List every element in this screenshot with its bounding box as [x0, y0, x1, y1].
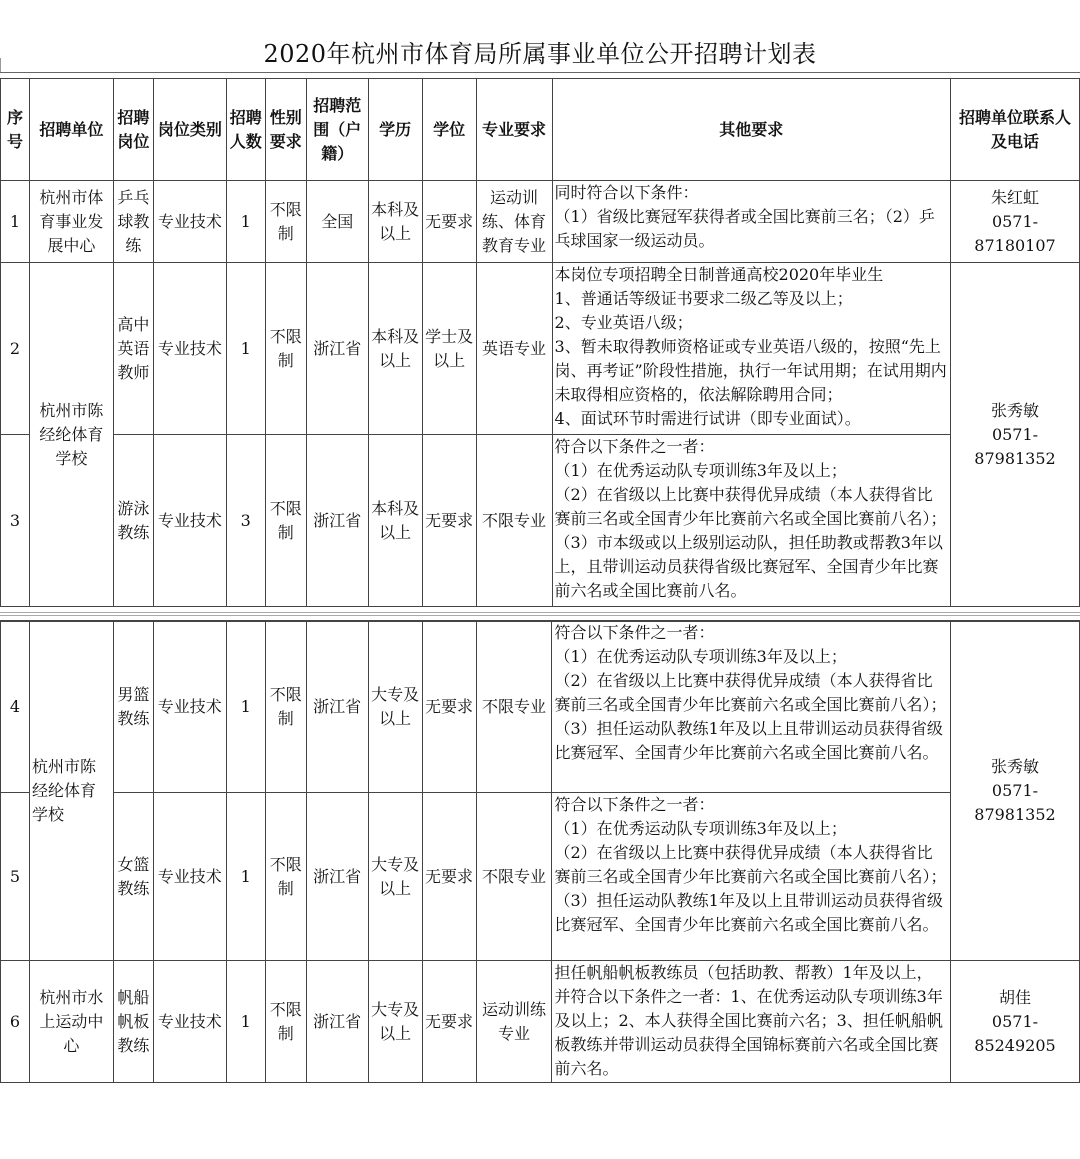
req-line: （3）担任运动队教练1年及以上且带训运动员获得省级比赛冠军、全国青少年比赛前六名或全国比赛前八名。: [554, 891, 943, 934]
cell-scope: 浙江省: [306, 621, 368, 793]
contact-phone: 0571-85249205: [974, 1011, 1056, 1055]
cell-seq: 1: [1, 181, 30, 263]
req-line: （1）省级比赛冠军获得者或全国比赛前三名；（2）乒乓球国家一级运动员。: [554, 207, 935, 250]
header-post: 招聘岗位: [113, 79, 153, 181]
header-category: 岗位类别: [153, 79, 226, 181]
cell-education: 大专及以上: [368, 961, 422, 1083]
cell-post: 高中英语教师: [113, 263, 153, 435]
cell-degree: 无要求: [422, 961, 476, 1083]
cell-major: 不限专业: [476, 435, 552, 607]
cell-other: [552, 621, 951, 793]
cell-count: 1: [226, 793, 265, 961]
cell-seq: 6: [1, 961, 30, 1083]
header-contact: 招聘单位联系人及电话: [951, 79, 1080, 181]
cell-count: 1: [226, 961, 265, 1083]
page-title: 2020年杭州市体育局所属事业单位公开招聘计划表: [263, 40, 817, 68]
cell-unit: 杭州市陈经纶体育学校: [29, 263, 113, 607]
cell-gender: 不限制: [265, 961, 306, 1083]
header-row: [1, 79, 1080, 181]
cell-education: 大专及以上: [368, 621, 422, 793]
contact-name: 张秀敏: [990, 756, 1039, 776]
cell-scope: 全国: [306, 181, 368, 263]
cell-seq: 3: [1, 435, 30, 607]
cell-contact: [950, 621, 1079, 961]
header-education: 学历: [368, 79, 422, 181]
contact-phone: 0571-87981352: [974, 424, 1056, 468]
cell-major: 不限专业: [476, 621, 552, 793]
req-line: （1）在优秀运动队专项训练3年及以上；: [554, 819, 847, 838]
req-line: 本岗位专项招聘全日制普通高校2020年毕业生: [554, 265, 884, 284]
title-rule: [0, 72, 1080, 73]
header-unit: 招聘单位: [29, 79, 113, 181]
cell-gender: 不限制: [265, 181, 306, 263]
cell-degree: 学士及以上: [422, 263, 476, 435]
cell-count: 1: [226, 621, 265, 793]
req-line: 符合以下条件之一者：: [554, 437, 715, 456]
cell-other: [552, 435, 951, 607]
cell-count: 3: [226, 435, 265, 607]
cell-post: 游泳教练: [113, 435, 153, 607]
cell-degree: 无要求: [422, 793, 476, 961]
cell-post: 男篮教练: [113, 621, 153, 793]
contact-phone: 0571-87981352: [974, 780, 1056, 824]
cell-post: 帆船帆板教练: [113, 961, 153, 1083]
cell-category: 专业技术: [153, 621, 226, 793]
cell-education: 本科及以上: [368, 263, 422, 435]
table-row: [1, 263, 1080, 435]
cell-unit: 杭州市陈经纶体育学校: [29, 621, 113, 961]
req-line: 符合以下条件之一者：: [554, 795, 715, 814]
cell-gender: 不限制: [265, 621, 306, 793]
contact-name: 张秀敏: [991, 400, 1040, 420]
header-other: 其他要求: [552, 79, 951, 181]
cell-contact: [950, 961, 1079, 1083]
contact-name: 朱红虹: [991, 187, 1040, 207]
cell-major: 运动训练、体育教育专业: [476, 181, 552, 263]
req-line: （2）在省级以上比赛中获得优异成绩（本人获得省比赛前三名或全国青少年比赛前六名或全国比赛前八名）；: [554, 843, 947, 886]
req-line: 符合以下条件之一者：: [554, 623, 715, 642]
cell-contact: [951, 263, 1080, 607]
recruitment-table-upper: [0, 78, 1080, 607]
cell-education: 本科及以上: [368, 435, 422, 607]
cell-unit: 杭州市水上运动中心: [29, 961, 113, 1083]
cell-scope: 浙江省: [306, 263, 368, 435]
cell-seq: 5: [1, 793, 30, 961]
cell-gender: 不限制: [265, 263, 306, 435]
cell-category: 专业技术: [153, 793, 226, 961]
table-row: [1, 435, 1080, 607]
cell-education: 本科及以上: [368, 181, 422, 263]
req-line: 4、面试环节时需进行试讲（即专业面试）。: [554, 409, 861, 428]
cell-other: [552, 961, 951, 1083]
recruitment-table-lower: [0, 620, 1080, 1083]
table-row: [1, 793, 1080, 961]
cell-gender: 不限制: [265, 435, 306, 607]
edge-mark: [0, 58, 7, 72]
cell-post: 乒乓球教练: [113, 181, 153, 263]
req-line: （3）市本级或以上级别运动队，担任助教或帮教3年以上，且带训运动员获得省级比赛冠军、全国青少年比赛前六名或全国比赛前八名。: [554, 533, 943, 600]
cell-education: 大专及以上: [368, 793, 422, 961]
cell-seq: 2: [1, 263, 30, 435]
req-line: （2）在省级以上比赛中获得优异成绩（本人获得省比赛前三名或全国青少年比赛前六名或全国比赛前八名）；: [554, 485, 947, 528]
header-major: 专业要求: [476, 79, 552, 181]
cell-seq: 4: [1, 621, 30, 793]
req-line: 担任帆船帆板教练员（包括助教、帮教）1年及以上，并符合以下条件之一者：1、在优秀运动队专项训练3年及以上；2、本人获得全国比赛前六名；3、担任帆船帆板教练并带训运动员获得全国锦标赛前六名或全国比赛前六名。: [554, 963, 943, 1078]
req-line: 1、普通话等级证书要求二级乙等及以上；: [554, 289, 853, 308]
cell-scope: 浙江省: [306, 961, 368, 1083]
cell-unit: 杭州市体育事业发展中心: [29, 181, 113, 263]
cell-major: 不限专业: [476, 793, 552, 961]
cell-major: 英语专业: [476, 263, 552, 435]
cell-category: 专业技术: [153, 263, 226, 435]
header-gender: 性别要求: [265, 79, 306, 181]
cell-other: [552, 263, 951, 435]
table-row: [1, 181, 1080, 263]
cell-count: 1: [226, 263, 265, 435]
req-line: （2）在省级以上比赛中获得优异成绩（本人获得省比赛前三名或全国青少年比赛前六名或全国比赛前八名）；: [554, 671, 947, 714]
contact-name: 胡佳: [998, 987, 1031, 1007]
req-line: 3、暂未取得教师资格证或专业英语八级的，按照“先上岗、再考证”阶段性措施，执行一年试用期；在试用期内未取得相应资格的，依法解除聘用合同；: [554, 337, 947, 404]
req-line: （1）在优秀运动队专项训练3年及以上；: [554, 647, 847, 666]
req-line: 同时符合以下条件：: [554, 183, 699, 202]
cell-contact: [951, 181, 1080, 263]
header-degree: 学位: [422, 79, 476, 181]
cell-degree: 无要求: [422, 435, 476, 607]
cell-other: [552, 181, 951, 263]
contact-phone: 0571-87180107: [974, 211, 1056, 255]
table-row: [1, 961, 1080, 1083]
cell-other: [552, 793, 951, 961]
req-line: （1）在优秀运动队专项训练3年及以上；: [554, 461, 847, 480]
table-row: [1, 621, 1080, 793]
cell-count: 1: [226, 181, 265, 263]
cell-gender: 不限制: [265, 793, 306, 961]
cell-scope: 浙江省: [306, 435, 368, 607]
cell-category: 专业技术: [153, 181, 226, 263]
cell-degree: 无要求: [422, 621, 476, 793]
cell-degree: 无要求: [422, 181, 476, 263]
header-scope: 招聘范围（户籍）: [306, 79, 368, 181]
cell-scope: 浙江省: [306, 793, 368, 961]
req-line: （3）担任运动队教练1年及以上且带训运动员获得省级比赛冠军、全国青少年比赛前六名或全国比赛前八名。: [554, 719, 943, 762]
cell-category: 专业技术: [153, 961, 226, 1083]
header-count: 招聘人数: [226, 79, 265, 181]
req-line: 2、专业英语八级；: [554, 313, 693, 332]
cell-category: 专业技术: [153, 435, 226, 607]
cell-post: 女篮教练: [113, 793, 153, 961]
header-seq: 序号: [1, 79, 30, 181]
cell-major: 运动训练专业: [476, 961, 552, 1083]
